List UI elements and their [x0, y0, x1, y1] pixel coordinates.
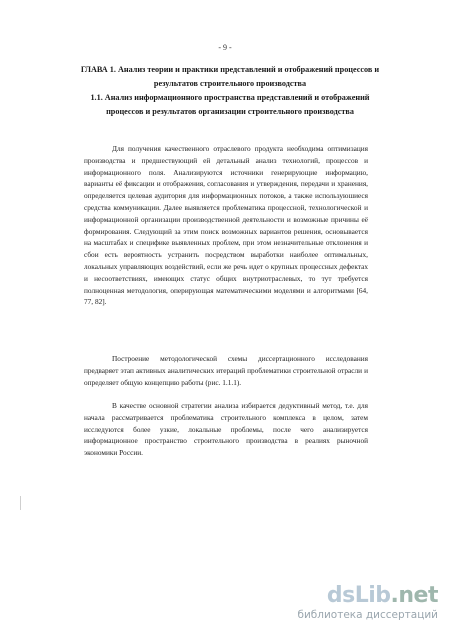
paragraph-methodology: Построение методологической схемы диссертационного исследования предваряет этап активных аналитических итераций проблематики строительной отрасли и определяет общую концепцию работы (рис. 1.1.1).	[84, 354, 368, 387]
watermark-logo-main: dsLib	[326, 583, 391, 608]
watermark-logo-tld: .net	[390, 583, 438, 608]
dslib-watermark	[288, 583, 438, 627]
chapter-heading: ГЛАВА 1. Анализ теории и практики представлений и отображений процессов и результатов строительного производства	[80, 65, 380, 88]
paragraph-strategy: В качестве основной стратегии анализа избирается дедуктивный метод, т.е. для начала рассматривается проблематика строительного комплекса в целом, затем исследуются более узкие, локальные проблемы, после чего анализируется информационное пространство строительного производства в реалиях рыночной экономики России.	[84, 401, 368, 458]
margin-mark	[20, 496, 21, 510]
watermark-subtitle: библиотека диссертаций	[297, 609, 438, 621]
page-number: - 9 -	[218, 43, 232, 52]
watermark-logo	[327, 583, 438, 609]
paragraph-analysis-overview: Для получения качественного отраслевого продукта необходима оптимизация производства и предшествующий ей детальный анализ технологий, процессов и информационного поля. Анализируются источники генерирующие информацию, варианты её фиксации и отображения, согласования и утверждения, передачи и хранения, определяется целевая аудитория для информационных потоков, а также используюшиеся средства коммуникации. Далее выявляется проблематика процессной, технологической и информационной организации производственной деятельности и возможные причины её формирования. Следующий за этим поиск возможных вариантов решения, основывается на масштабах и специфике выявленных проблем, при этом незначительные отклонения и сбои есть вероятность устранить посредством выработки наиболее оптимальных, локальных управляющих воздействий, если же речь идет о крупных процессных дефектах и несоответствиях, имеющих статус общих внутриотраслевых, то тут требуется полноценная методология, оперирующая математическими моделями и алгоритмами [64, 77, 82].	[84, 144, 368, 307]
section-heading: 1.1. Анализ информационного пространства представлений и отображений процессов и результатов организации строительного производства	[90, 93, 370, 116]
